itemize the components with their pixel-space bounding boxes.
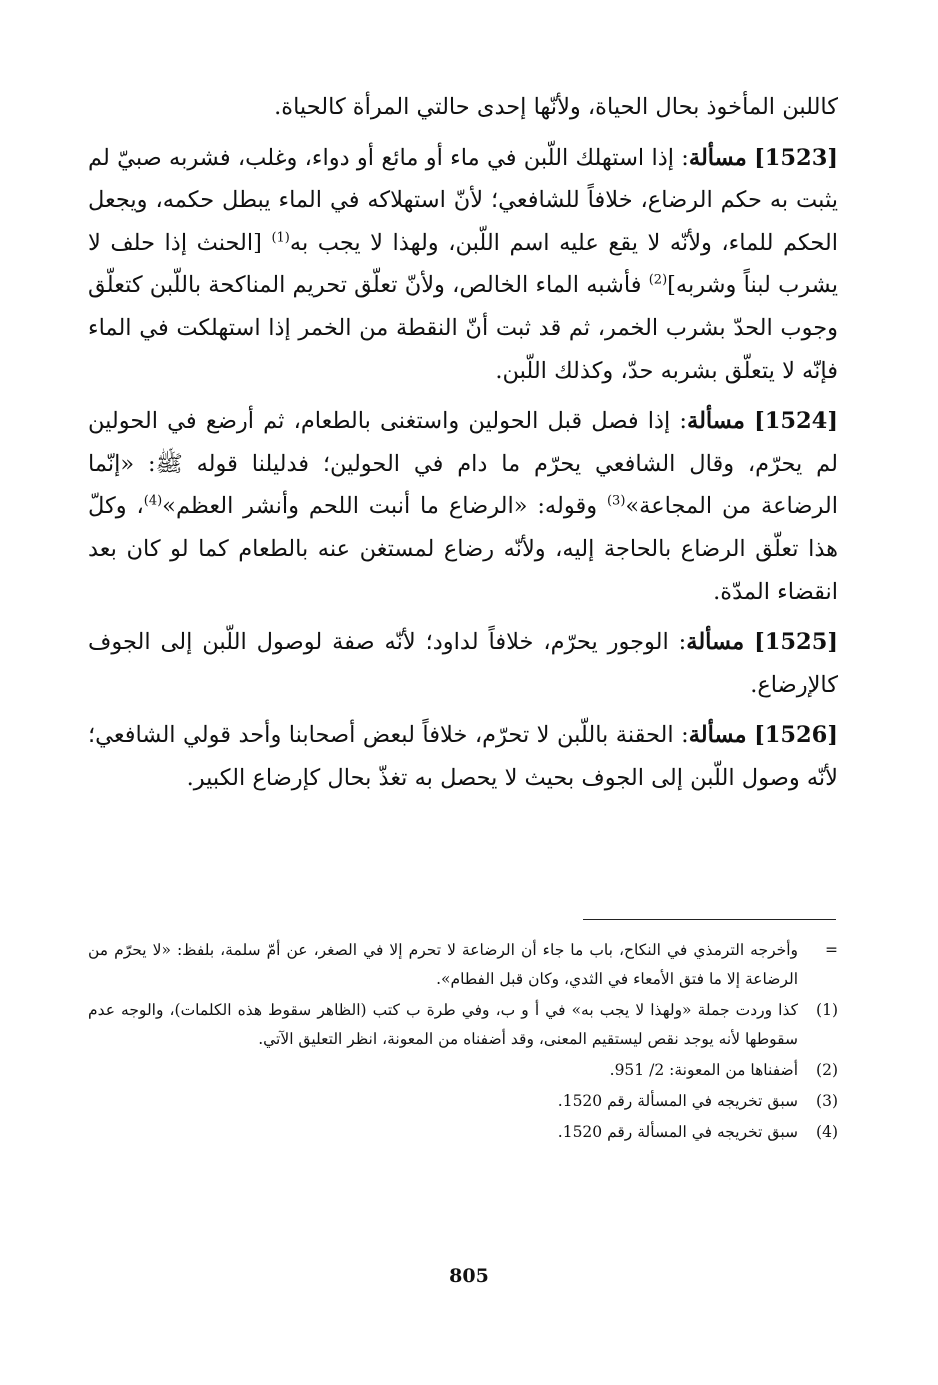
issue-number: [1526] xyxy=(754,722,838,749)
footnote-mark: (4) xyxy=(816,1123,838,1141)
paragraph-text: فأشبه الماء الخالص، ولأنّ تعلّق تحريم المناكحة باللّبن كتعلّق وجوب الحدّ بشرب الخمر، ثم قد ثبت أنّ النقطة من الخمر إذا استهلكت في الماء فإنّه لا يتعلّق بشربه حدّ، وكذلك اللّبن. xyxy=(88,272,838,384)
paragraph-issue-1526 xyxy=(88,714,838,799)
issue-number: [1524] xyxy=(754,408,838,435)
footnotes xyxy=(88,936,838,1149)
footnote-mark: (3) xyxy=(816,1092,838,1110)
issue-keyword: مسألة xyxy=(688,722,747,749)
paragraph-issue-1524 xyxy=(88,400,838,613)
footnote-text: سبق تخريجه في المسألة رقم 1520. xyxy=(557,1123,798,1141)
paragraph-issue-1525 xyxy=(88,621,838,706)
issue-keyword: مسألة xyxy=(688,144,747,171)
page-number: 805 xyxy=(449,1265,489,1287)
footnote-item xyxy=(88,936,838,994)
footnote-item xyxy=(88,1087,838,1116)
footnote-item xyxy=(88,1118,838,1147)
paragraph-text: ، وكلّ هذا تعلّق الرضاع بالحاجة إليه، ولأنّه رضاع لمستغن عنه بالطعام كما لو كان بعد انقضاء المدّة. xyxy=(88,493,838,605)
paragraph-text: كاللبن المأخوذ بحال الحياة، ولأنّها إحدى حالتي المرأة كالحياة. xyxy=(274,94,838,120)
footnote-mark: (2) xyxy=(816,1061,838,1079)
footnote-mark: (1) xyxy=(816,1001,838,1019)
footnote-item xyxy=(88,1056,838,1085)
footnote-mark: = xyxy=(825,941,838,959)
footnote-text: وأخرجه الترمذي في النكاح، باب ما جاء أن الرضاعة لا تحرم إلا في الصغر، عن أمّ سلمة، بلفظ: «لا يحرّم من الرضاعة إلا ما فتق الأمعاء في الثدي، وكان قبل الفطام». xyxy=(88,941,798,988)
paragraph-text: : إذا فصل قبل الحولين واستغنى بالطعام، ثم أرضع في الحولين لم يحرّم، وقال الشافعي يحرّم ما دام في الحولين؛ فدليلنا قوله ﷺ: «إنّما الرضاعة من المجاعة» xyxy=(88,408,838,520)
footnote-text: كذا وردت جملة «ولهذا لا يجب به» في أ و ب، وفي طرة ب كتب (الظاهر سقوط هذه الكلمات)، والوجه عدم سقوطها لأنه يوجد نقص ليستقيم المعنى، وقد أضفناه من المعونة، انظر التعليق الآتي. xyxy=(88,1001,798,1048)
footnote-ref: (1) xyxy=(271,230,290,246)
footnote-ref: (2) xyxy=(648,272,668,288)
paragraph-text: : إذا استهلك اللّبن في ماء أو مائع أو دواء، وغلب، فشربه صبيّ لم يثبت به حكم الرضاع، خلافاً للشافعي؛ لأنّ استهلاكه في الماء يبطل حكمه، ويجعل الحكم للماء، ولأنّه لا يقع عليه اسم اللّبن، ولهذا لا يجب به xyxy=(88,144,838,256)
issue-number: [1525] xyxy=(754,629,839,656)
issue-keyword: مسألة xyxy=(687,408,745,435)
footnote-separator xyxy=(583,919,836,920)
paragraph-text: : الوجور يحرّم، خلافاً لداود؛ لأنّه صفة لوصول اللّبن إلى الجوف كالإرضاع. xyxy=(88,629,838,698)
paragraph-issue-1523 xyxy=(88,137,838,393)
footnote-ref: (4) xyxy=(143,493,163,509)
footnote-item xyxy=(88,996,838,1054)
footnote-text: سبق تخريجه في المسألة رقم 1520. xyxy=(557,1092,798,1110)
paragraph-text: [الحنث إذا حلف لا يشرب لبناً وشربه] xyxy=(88,229,838,299)
issue-keyword: مسألة xyxy=(686,629,745,656)
footnote-text: أضفناها من المعونة: 2/ 951. xyxy=(609,1061,798,1079)
paragraph-text: : الحقنة باللّبن لا تحرّم، خلافاً لبعض أصحابنا وأحد قولي الشافعي؛ لأنّه وصول اللّبن إلى الجوف بحيث لا يحصل به تغذّ بحال كإرضاع الكبير. xyxy=(88,722,838,791)
paragraph-text: وقوله: «الرضاع ما أنبت اللحم وأنشر العظم» xyxy=(162,493,607,520)
footnote-ref: (3) xyxy=(606,493,626,509)
issue-number: [1523] xyxy=(754,144,839,171)
paragraph-continuation xyxy=(88,86,838,129)
main-text xyxy=(88,86,838,808)
